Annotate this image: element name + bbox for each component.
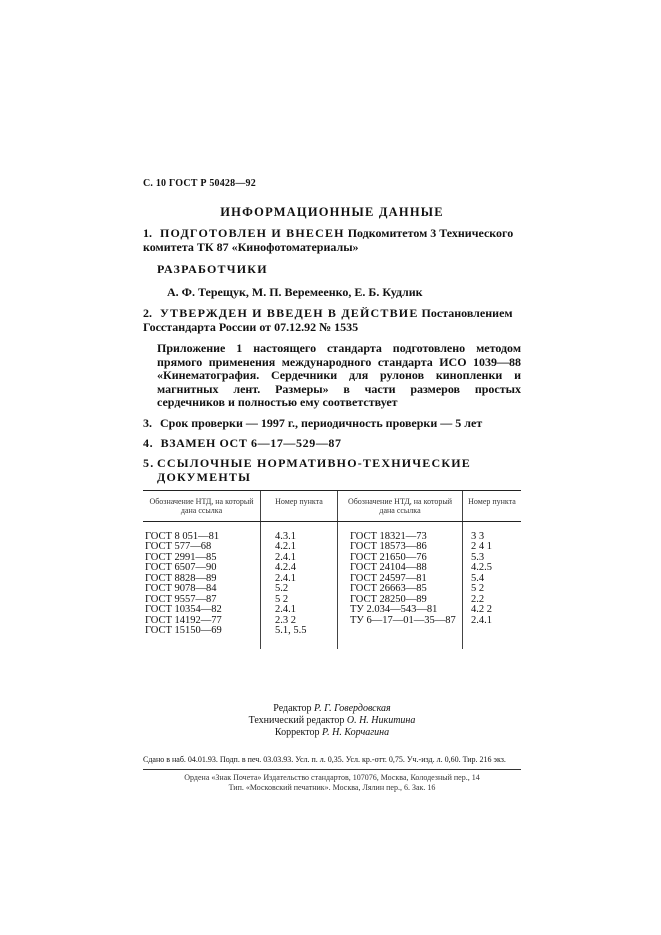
credit-role: Корректор [274,726,320,738]
section-title: ИНФОРМАЦИОННЫЕ ДАННЫЕ [220,205,444,219]
table-cell: 4.2 2 [471,604,492,615]
table-cell: 4.2.4 [275,562,296,573]
table-cell: ГОСТ 9078—84 [145,583,217,594]
table-cell: 2.4.1 [275,551,296,563]
column-header-doc: Обозначение НТД, на который дана ссылка [338,490,463,521]
item-text: Постановлением Госстандарта России от 07.12.92 № 1535 [143,306,513,334]
table-cell: 5.3 [471,551,485,563]
table-cell: ГОСТ 10354—82 [145,604,222,615]
item-caps: УТВЕРЖДЕН И ВВЕДЕН В ДЕЙСТВИЕ [160,306,419,320]
item-3 [143,416,521,430]
credit-name: О. Н. Никитина [346,714,416,726]
document-page [143,178,521,793]
table-cell: 2.4.1 [471,614,492,626]
table-cell: ТУ 6—17—01—35—87 [350,614,456,626]
table-cell: ГОСТ 8828—89 [145,572,217,584]
item-2 [143,306,521,334]
table-cell: 5.1, 5.5 [275,625,307,636]
table-cell: ГОСТ 28250—89 [350,593,427,605]
credit-proofreader [143,727,521,739]
item-text: ВЗАМЕН ОСТ 6—17—529—87 [160,435,342,450]
item-1 [143,226,521,254]
right-clause-column [463,521,522,649]
item-caps: ПОДГОТОВЛЕН И ВНЕСЕН [160,226,345,240]
appendix-note: Приложение 1 настоящего стандарта подготовлено методом прямого применения международного стандарта ИСО 1039—88 «Кинематография. Сердечники для рулонов кинопленки и магнитных лент. Размеры» в части размеров простых сердечников и полностью ему соответствует [157,341,521,409]
table-body-row [143,521,521,649]
credit-name: Р. Н. Корчагина [321,726,390,738]
left-clause-column [261,521,338,649]
table-cell: 4.2.5 [471,562,492,573]
printer-line: Тип. «Московский печатник». Москва, Лялин пер., 6. Зак. 16 [228,782,436,792]
table-cell: ГОСТ 8 051—81 [145,530,220,542]
item-number: 2. [143,306,152,320]
item-4 [143,436,521,450]
item-text: Срок проверки — 1997 г., периодичность проверки — 5 лет [160,415,483,430]
table-cell: ГОСТ 14192—77 [145,614,222,626]
table-cell: ГОСТ 18573—86 [350,541,427,552]
table-cell: ГОСТ 26663—85 [350,583,427,594]
item-text: Подкомитетом 3 Технического комитета ТК 87 «Кинофотоматериалы» [143,226,514,254]
table-cell: 2.3 2 [275,614,296,626]
table-cell: ГОСТ 24597—81 [350,572,427,584]
page-header [143,178,521,189]
developers-heading: РАЗРАБОТЧИКИ [157,262,268,276]
developers-list: А. Ф. Терещук, М. П. Веремеенко, Е. Б. Кудлик [167,285,423,299]
item-number: 1. [143,226,152,240]
table-cell: ГОСТ 21650—76 [350,551,427,563]
credit-editor [143,703,521,715]
table-cell: ГОСТ 6507—90 [145,562,217,573]
item-text: ССЫЛОЧНЫЕ НОРМАТИВНО-ТЕХНИЧЕСКИЕ ДОКУМЕНТЫ [157,455,471,484]
item-number: 5. [143,455,155,470]
table-header-row [143,490,521,521]
column-header-clause: Номер пункта [261,490,338,521]
column-header-clause: Номер пункта [463,490,522,521]
divider [143,769,521,770]
credit-tech-editor [143,715,521,727]
table-cell: 4.3.1 [275,530,296,542]
item-number: 3. [143,415,152,430]
table-cell: 4.2.1 [275,541,296,552]
table-cell: 5.2 [275,583,289,594]
table-cell: 5.4 [471,572,485,584]
table-cell: ТУ 2.034—543—81 [350,604,438,615]
item-number: 4. [143,435,154,450]
table-cell: 2.4.1 [275,572,296,584]
credits-block [143,703,521,739]
references-table [143,490,521,649]
table-cell: 5 2 [471,583,485,594]
table-cell: 2.2 [471,593,485,605]
publisher-line: Ордена «Знак Почета» Издательство стандартов, 107076, Москва, Колодезный пер., 14 [184,772,480,782]
table-cell: ГОСТ 18321—73 [350,530,427,542]
table-cell: 2.4.1 [275,604,296,615]
table-cell: ГОСТ 577—68 [145,541,212,552]
credit-role: Редактор [273,702,312,714]
print-details: Сдано в наб. 04.01.93. Подп. в печ. 03.03.93. Усл. п. л. 0,35. Усл. кр.-отт. 0,75. Уч.-изд. л. 0,60. Тир. 216 экз. [143,754,506,764]
table-cell: 5 2 [275,593,289,605]
right-doc-column [338,521,463,649]
table-cell: 2 4 1 [471,541,492,552]
table-cell: ГОСТ 9557—87 [145,593,217,605]
table-cell: ГОСТ 2991—85 [145,551,217,563]
left-doc-column [143,521,261,649]
credit-name: Р. Г. Говердовская [314,702,391,714]
table-cell: 3 3 [471,530,485,542]
credit-role: Технический редактор [248,714,345,726]
page-header-text: С. 10 ГОСТ Р 50428—92 [143,178,256,189]
item-5 [143,456,521,484]
table-cell: ГОСТ 15150—69 [145,625,222,636]
column-header-doc: Обозначение НТД, на который дана ссылка [143,490,261,521]
table-cell: ГОСТ 24104—88 [350,562,427,573]
